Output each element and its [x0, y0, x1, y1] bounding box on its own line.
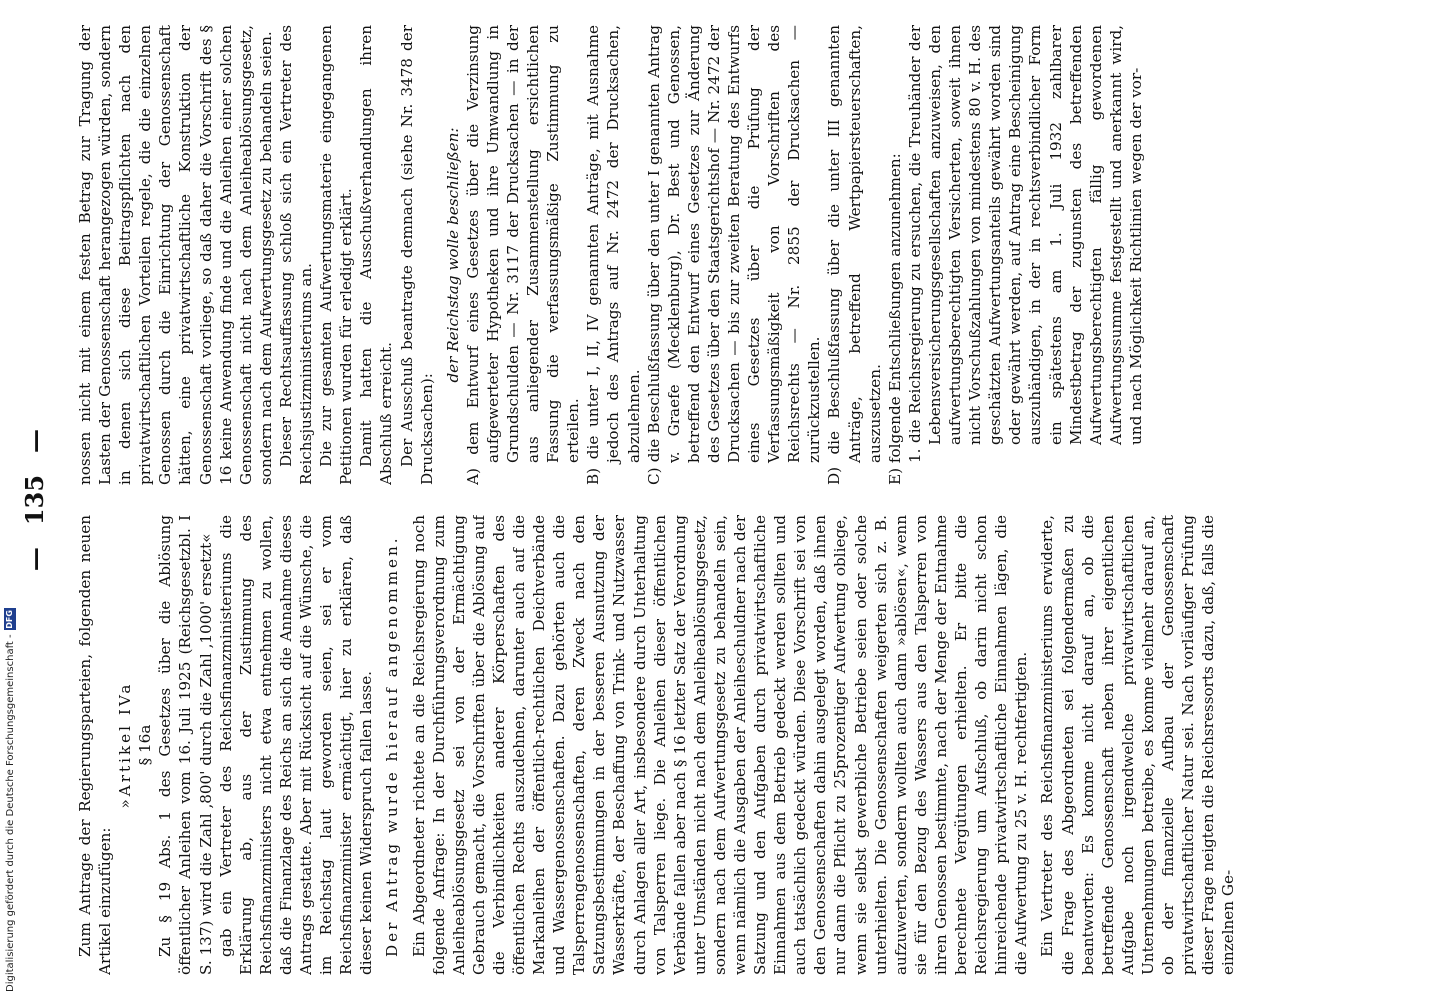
right-column-paragraph: E) folgende Entschließungen anzunehmen: [885, 153, 904, 485]
right-column-paragraph: C) die Beschlußfassung über den unter I genannten Antrag v. Graefe (Mecklenburg), Dr. Best und Genossen, betreffend den Entwurf eines Gesetzes zur Änderung des Gesetzes über den Staatsgerichtshof — Nr. 2472 der Drucksachen — bis zur zweiten Beratung des Entwurfs eines Gesetzes über die Prüfung der Verfassungsmäßigkeit von Vorschriften des Reichsrechts — Nr. 2855 der Drucksachen — zurückzustellen. [644, 25, 824, 485]
left-column-paragraph: gab ein Vertreter des Reichsfinanzministeriums die Erklärung ab, aus der Zustimmung des Reichsfinanzministers nicht etwa entnehmen zu wollen, daß die Finanzlage des Reichs an sich die Annahme dieses Antrags gestatte. Aber mit Rücksicht auf die Wünsche, die im Reichstag laut geworden seien, sei er vom Reichsfinanzminister ermächtigt, hier zu erklären, daß dieser keinen Widerspruch fallen lasse. [216, 515, 376, 975]
left-column-paragraph: Zum Antrage der Regierungsparteien, folgenden neuen Artikel einzufügen: [76, 515, 115, 975]
left-column-paragraph: Der Antrag wurde hierauf angenommen. [383, 535, 402, 957]
digitization-footer [2, 0, 18, 1000]
footer-text: Digitalisierung gefördert durch die Deutsche Forschungsgemeinschaft - [4, 634, 16, 992]
left-column-paragraph: »Artikel IVa [116, 681, 135, 809]
left-column [75, 515, 1355, 975]
right-column-paragraph: nossen nicht mit einem festen Betrag zur Tragung der Lasten der Genossenschaft herangezogen würden, sondern in denen sich diese Beitragspflichten nach den privatwirtschaftlichen Vorteilen regele, die die einzelnen Genossen durch die Einrichtung der Genossenschaft hätten, eine privatwirtschaftliche Konstruktion der Genossenschaft vorliege, so daß daher die Vorschrift des § 16 keine Anwendung finde und die Anleihen einer solchen Genossenschaft nicht nach dem Anleiheablösungsgesetz, sondern nach dem Aufwertungsgesetz zu behandeln seien. [76, 25, 275, 485]
left-column-paragraph: Zu § 19 Abs. 1 des Gesetzes über die Ablösung öffentlicher Anleihen vom 16. Juli 1925 (Reichsgesetzbl. I S. 137) wird die Zahl ‚800' durch die Zahl ‚1000' ersetzt« [156, 515, 215, 975]
left-column-paragraph: § 16a [136, 724, 155, 766]
right-column-paragraph: A) dem Entwurf eines Gesetzes über die Verzinsung aufgewerteter Hypotheken und ihre Umwandlung in Grundschulden — Nr. 3117 der Drucksachen — in der aus anliegender Zusammenstellung ersichtlichen Fassung die verfassungsmäßige Zustimmung zu erteilen. [463, 25, 583, 485]
page-number: 135 [19, 474, 49, 526]
page-content [10, 0, 1390, 1000]
right-column [75, 25, 1355, 485]
right-column-paragraph: Der Ausschuß beantragte demnach (siehe Nr. 3478 der Drucksachen): [397, 25, 436, 485]
left-column-paragraph: Ein Abgeordneter richtete an die Reichsregierung noch folgende Anfrage: In der Durchführungsverordnung zum Anleiheablösungsgesetz sei von der Ermächtigung Gebrauch gemacht, die Vorschriften über die Ablösung auf die Verbindlichkeiten anderer Körperschaften des öffentlichen Rechts auszudehnen, darunter auch auf die Markanleihen der öffentlich-rechtlichen Deichverbände und Wassergenossenschaften. Dazu gehörten auch die Talsperrengenossenschaften, deren Zweck nach den Satzungsbestimmungen in der besseren Ausnutzung der Wasserkräfte, der Beschaffung von Trink- und Nutzwasser durch Anlagen aller Art, insbesondere durch Unterhaltung von Talsperren liege. Die Anleihen dieser öffentlichen Verbände fallen aber nach § 16 letzter Satz der Verordnung unter Umständen nicht nach dem Anleiheablösungsgesetz, sondern nach dem Aufwertungsgesetz zu behandeln sein, wenn nämlich die Ausgaben der Anleiheschuldner nach der Satzung und den Aufgaben durch privatwirtschaftliche Einnahmen aus dem Betrieb gedeckt werden sollten und auch tatsächlich gedeckt würden. Diese Vorschrift sei von den Genossenschaften dahin ausgelegt worden, daß ihnen nur dann die Pflicht zu 25prozentiger Aufwertung obliege, wenn sie selbst gewerbliche Betriebe seien oder solche unterhielten. Die Genossenschaften weigerten sich z. B. aufzuwerten, sondern wollten auch dann »ablösen«, wenn sie für den Bezug des Wassers aus den Talsperren von ihren Genossen bestimmte, nach der Menge der Entnahme berechnete Vergütungen erhielten. Er bitte die Reichsregierung um Aufschluß, ob darin nicht schon hinreichende privatwirtschaftliche Einnahmen lägen, die die Aufwertung zu 25 v. H. rechtfertigten. [409, 515, 1031, 975]
right-column-paragraph: 1. die Reichsregierung zu ersuchen, die Treuhänder der Lebensversicherungsgesellschaften anzuweisen, den aufwertungsberechtigten Versicherten, soweit ihnen nicht Vorschußzahlungen von mindestens 80 v. H. des geschätzten Aufwertungsanteils gewährt worden sind oder gewährt werden, auf Antrag eine Bescheinigung auszuhändigen, in der in rechtsverbindlicher Form ein spätestens am 1. Juli 1932 zahlbarer Mindestbetrag der zugunsten des betreffenden Aufwertungsberechtigten fällig gewordenen Aufwertungssumme festgestellt und anerkannt wird, und nach Möglichkeit Richtlinien wegen der vor- [905, 25, 1145, 463]
right-column-paragraph: Dieser Rechtsauffassung schloß sich ein Vertreter des Reichsjustizministeriums an. [276, 25, 316, 485]
right-column-paragraph: Die zur gesamten Aufwertungsmaterie eingegangenen Petitionen wurden für erledigt erklärt. [317, 25, 356, 485]
right-column-paragraph: Damit hatten die Ausschußverhandlungen ihren Abschluß erreicht. [357, 25, 396, 485]
dfg-logo: DFG [5, 610, 14, 629]
right-column-paragraph: B) die unter I, II, IV genannten Anträge, mit Ausnahme jedoch des Antrags auf Nr. 2472 der Drucksachen, abzulehnen. [584, 25, 643, 485]
header-dash-left: — [19, 547, 49, 572]
right-column-paragraph: D) die Beschlußfassung über die unter III genannten Anträge, betreffend Wertpapiersteuerschaften, auszusetzen. [825, 25, 884, 485]
right-column-paragraph: der Reichstag wolle beschließen: [443, 127, 462, 383]
left-column-paragraph: Ein Vertreter des Reichsfinanzministeriums erwiderte, die Frage des Abgeordneten sei folgendermaßen zu beantworten: Es komme nicht darauf an, ob die betreffende Genossenschaft neben ihrer eigentlichen Aufgabe noch irgendwelche privatwirtschaftlichen Unternehmungen betreibe, es komme vielmehr darauf an, ob der finanzielle Aufbau der Genossenschaft privatwirtschaftlicher Natur sei. Nach vorläufiger Prüfung dieser Frage neigten die Reichsressorts dazu, daß, falls die einzelnen Ge- [1038, 515, 1238, 975]
header-dash-right: — [19, 428, 49, 453]
